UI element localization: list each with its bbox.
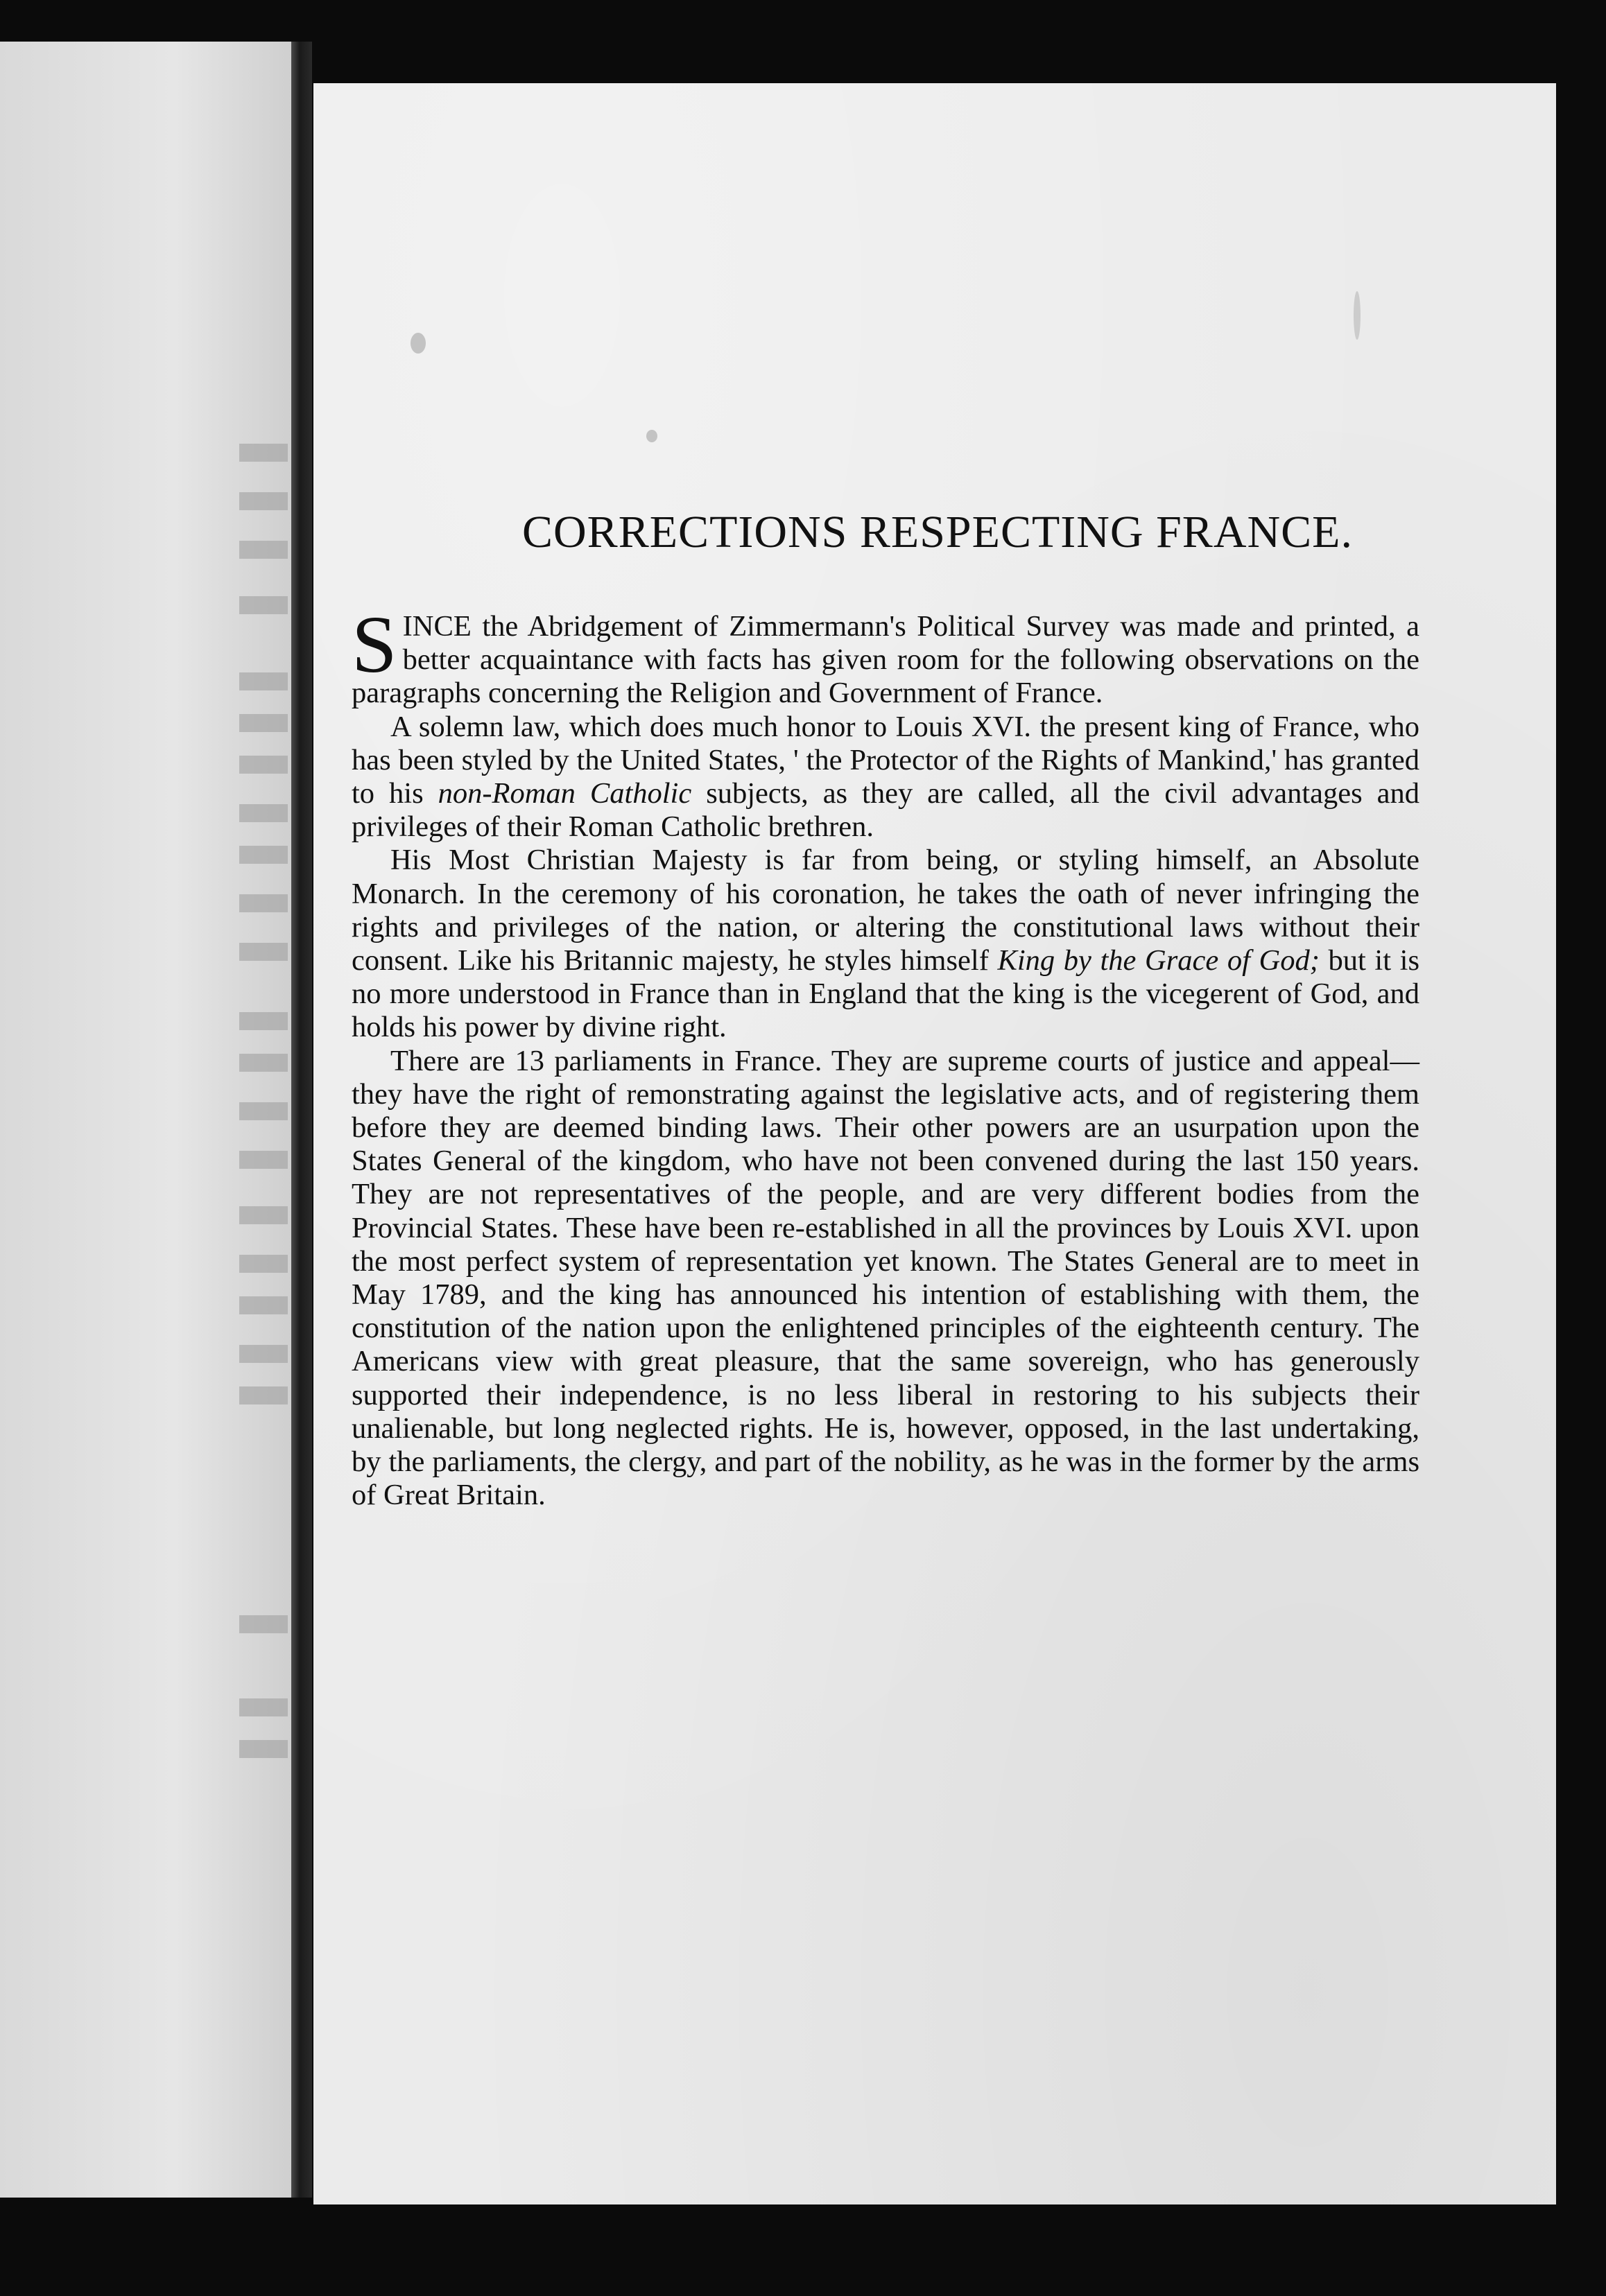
bleed-through-line bbox=[239, 756, 288, 774]
paragraph-3 bbox=[352, 844, 1419, 1044]
bleed-through-line bbox=[239, 1345, 288, 1363]
bleed-through-line bbox=[239, 1102, 288, 1120]
bleed-through-line bbox=[239, 714, 288, 732]
bleed-through-line bbox=[239, 541, 288, 559]
bleed-through-line bbox=[239, 672, 288, 690]
facing-page-edge bbox=[0, 42, 291, 2198]
paragraph-1 bbox=[352, 599, 1419, 711]
bleed-through-line bbox=[239, 1296, 288, 1314]
bleed-through-line bbox=[239, 1012, 288, 1030]
body-text bbox=[352, 599, 1419, 1512]
paragraph-3-italic: King by the Grace of God; bbox=[997, 944, 1320, 977]
bleed-through-line bbox=[239, 804, 288, 822]
bleed-through-line bbox=[239, 596, 288, 614]
bleed-through-line bbox=[239, 1151, 288, 1169]
paragraph-2 bbox=[352, 711, 1419, 844]
bleed-through-line bbox=[239, 492, 288, 510]
bleed-through-line bbox=[239, 1386, 288, 1404]
book-gutter bbox=[291, 42, 312, 2198]
bleed-through-line bbox=[239, 1740, 288, 1758]
paragraph-3-text-b: but it is no more understood in France than in England that the king is the vicegerent of God, and holds his power by divine right. bbox=[352, 944, 1419, 1044]
page-title: CORRECTIONS RESPECTING FRANCE. bbox=[522, 507, 1353, 557]
bleed-through-line bbox=[239, 943, 288, 961]
paragraph-4: There are 13 parliaments in France. They are supreme courts of justice and appeal—they have the right of remonstrating against the legislative acts, and of registering them before they are deemed binding laws. Their other powers are an usurpation upon the States General of the kingdom, who have not been convened during the last 150 years. They are not representatives of the people, and are very different bodies from the Provincial States. These have been re-established in all the provinces by Louis XVI. upon the most perfect system of representation yet known. The States General are to meet in May 1789, and the king has announced his intention of establishing with them, the constitution of the nation upon the enlightened principles of the eighteenth century. The Americans view with great pleasure, that the same sovereign, who has generously supported their independence, is no less liberal in restoring to his subjects their unalienable, but long neglected rights. He is, however, opposed, in the last undertaking, by the parliaments, the clergy, and part of the nobility, as he was in the former by the arms of Great Britain. bbox=[352, 1044, 1419, 1512]
bleed-through-line bbox=[239, 444, 288, 462]
paper-speck bbox=[646, 430, 657, 442]
paper-speck bbox=[1354, 291, 1361, 340]
paragraph-2-text-b: subjects, as they are called, all the civil advantages and privileges of their Roman Catholic brethren. bbox=[352, 777, 1419, 844]
paragraph-1-text: INCE the Abridgement of Zimmermann's Political Survey was made and printed, a better acquaintance with facts has given room for the following observations on the paragraphs concerning the Religion and Government of France. bbox=[352, 610, 1419, 710]
bleed-through-line bbox=[239, 1255, 288, 1273]
bleed-through-line bbox=[239, 894, 288, 912]
bleed-through-line bbox=[239, 846, 288, 864]
paragraph-3-text-a: His Most Christian Majesty is far from being, or styling himself, an Absolute Monarch. In the ceremony of his coronation, he takes the oath of never infringing the rights and privileges of the nation, or altering the constitutional laws without their consent. Like his Britannic majesty, he styles himself bbox=[352, 844, 1419, 977]
paper-speck bbox=[411, 333, 426, 354]
bleed-through-line bbox=[239, 1615, 288, 1633]
drop-cap: S bbox=[352, 599, 397, 690]
bleed-through-line bbox=[239, 1054, 288, 1072]
book-page bbox=[313, 83, 1556, 2204]
paragraph-2-text-a: A solemn law, which does much honor to Louis XVI. the present king of France, who has been styled by the United States, ' the Protector of the Rights of Mankind,' has granted to his bbox=[352, 710, 1419, 810]
bleed-through-line bbox=[239, 1206, 288, 1224]
bleed-through-line bbox=[239, 1698, 288, 1716]
paragraph-2-italic: non-Roman Catholic bbox=[438, 777, 692, 810]
